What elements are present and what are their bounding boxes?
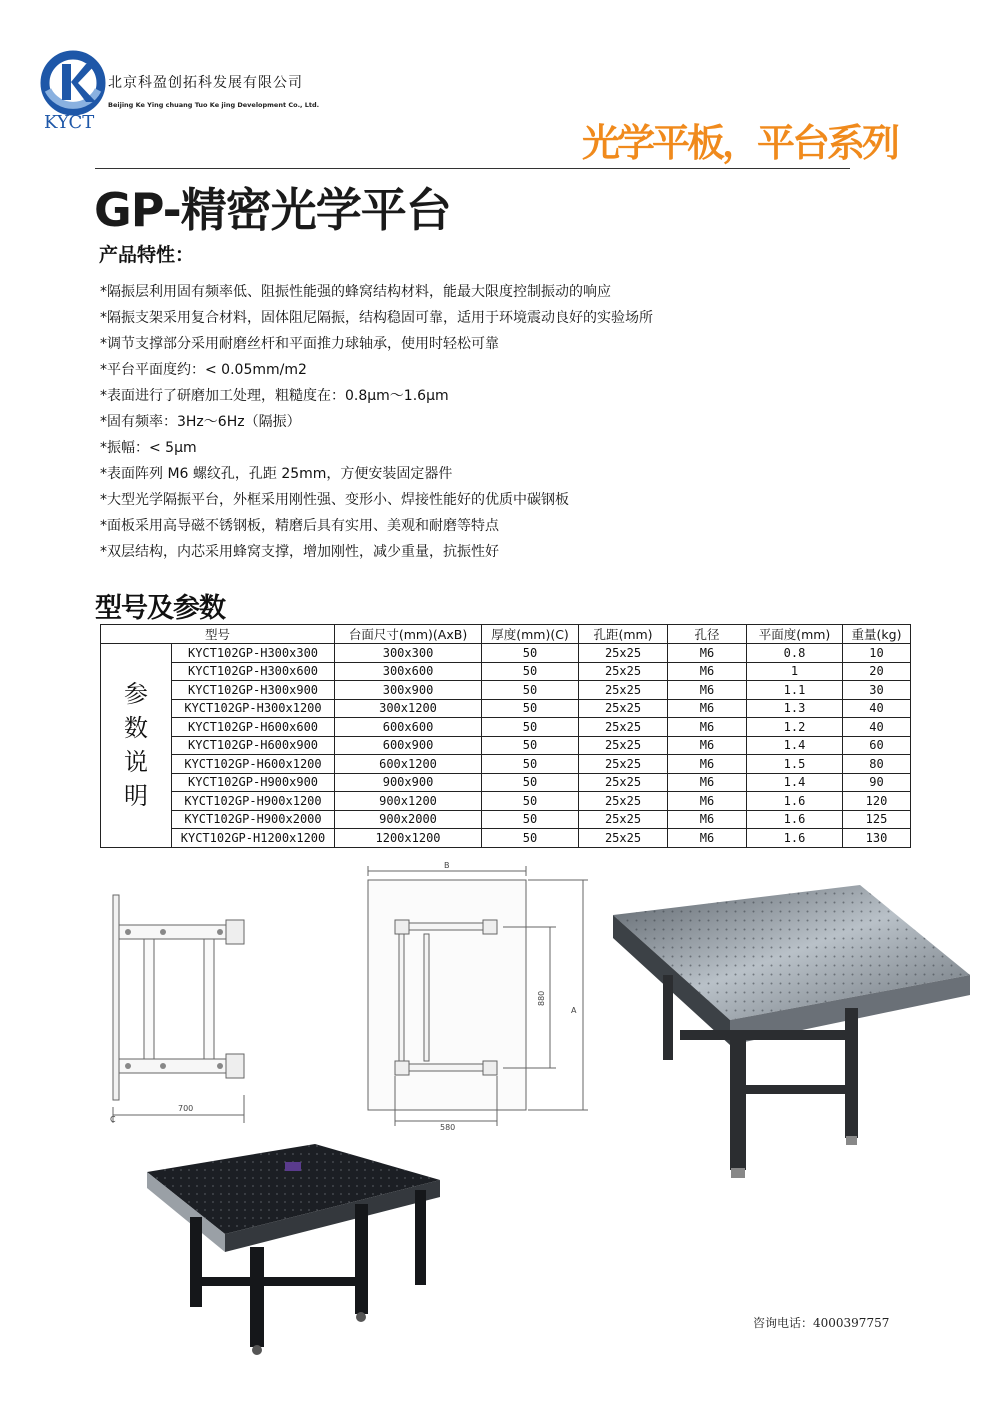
cell-thickness: 50 — [482, 773, 579, 792]
cell-pitch: 25x25 — [579, 699, 668, 718]
side-label-char: 明 — [124, 782, 148, 811]
cell-hole: M6 — [668, 681, 747, 700]
page-title: GP-精密光学平台 — [94, 183, 451, 237]
feature-item: *隔振支架采用复合材料，固体阻尼隔振，结构稳固可靠，适用于环境震动良好的实验场所 — [100, 310, 653, 326]
table-row — [101, 681, 911, 700]
side-label-char: 说 — [124, 748, 148, 777]
header-model: 型号 — [101, 625, 335, 644]
cell-hole: M6 — [668, 718, 747, 737]
cell-flatness: 1 — [747, 662, 843, 681]
cell-hole: M6 — [668, 699, 747, 718]
cell-size: 600x600 — [335, 718, 482, 737]
feature-item: *大型光学隔振平台，外框采用刚性强、变形小、焊接性能好的优质中碳钢板 — [100, 492, 569, 508]
cell-size: 900x1200 — [335, 792, 482, 811]
cell-pitch: 25x25 — [579, 736, 668, 755]
cell-thickness: 50 — [482, 644, 579, 663]
side-label — [101, 644, 172, 848]
cell-hole: M6 — [668, 792, 747, 811]
cell-weight: 10 — [843, 644, 911, 663]
header-thickness: 厚度(mm)(C) — [482, 625, 579, 644]
dim-label-c: C — [110, 1115, 116, 1124]
cell-pitch: 25x25 — [579, 792, 668, 811]
cell-weight: 130 — [843, 829, 911, 848]
cell-size: 600x900 — [335, 736, 482, 755]
cell-size: 300x1200 — [335, 699, 482, 718]
dim-label-side-width: 700 — [178, 1104, 194, 1113]
cell-size: 300x300 — [335, 644, 482, 663]
cell-thickness: 50 — [482, 792, 579, 811]
table-row — [101, 718, 911, 737]
cell-thickness: 50 — [482, 736, 579, 755]
cell-pitch: 25x25 — [579, 718, 668, 737]
optical-table-photo-black — [145, 1142, 445, 1360]
table-heading: 型号及参数 — [95, 593, 225, 624]
feature-item: *隔振层利用固有频率低、阻振性能强的蜂窝结构材料，能最大限度控制振动的响应 — [100, 284, 611, 300]
cell-thickness: 50 — [482, 829, 579, 848]
kyct-logo-icon — [40, 50, 106, 116]
cell-model: KYCT102GP-H900x1200 — [172, 792, 335, 811]
header-pitch: 孔距(mm) — [579, 625, 668, 644]
dim-label-height: 880 — [537, 990, 546, 1006]
header-divider — [95, 168, 850, 169]
parameters-table — [100, 624, 911, 848]
cell-hole: M6 — [668, 829, 747, 848]
cell-model: KYCT102GP-H1200x1200 — [172, 829, 335, 848]
feature-item: *表面进行了研磨加工处理，粗糙度在：0.8μm～1.6μm — [100, 388, 449, 404]
cell-model: KYCT102GP-H600x900 — [172, 736, 335, 755]
cell-model: KYCT102GP-H600x1200 — [172, 755, 335, 774]
cell-size: 300x600 — [335, 662, 482, 681]
cell-model: KYCT102GP-H300x900 — [172, 681, 335, 700]
cell-thickness: 50 — [482, 718, 579, 737]
cell-thickness: 50 — [482, 699, 579, 718]
cell-weight: 30 — [843, 681, 911, 700]
dim-label-top-width: 580 — [440, 1123, 456, 1132]
hotline: 咨询电话：4000397757 — [753, 1316, 890, 1330]
cell-weight: 90 — [843, 773, 911, 792]
side-label-char: 参 — [124, 680, 148, 709]
cell-pitch: 25x25 — [579, 644, 668, 663]
company-name-en: Beijing Ke Ying chuang Tuo Ke jing Development Co., Ltd. — [108, 101, 320, 109]
cell-flatness: 1.3 — [747, 699, 843, 718]
cell-pitch: 25x25 — [579, 755, 668, 774]
features-heading: 产品特性： — [99, 244, 195, 266]
cell-model: KYCT102GP-H300x1200 — [172, 699, 335, 718]
cell-model: KYCT102GP-H300x600 — [172, 662, 335, 681]
top-view-drawing — [358, 858, 598, 1133]
table-row — [101, 644, 911, 663]
cell-thickness: 50 — [482, 810, 579, 829]
cell-model: KYCT102GP-H600x600 — [172, 718, 335, 737]
cell-thickness: 50 — [482, 755, 579, 774]
cell-flatness: 0.8 — [747, 644, 843, 663]
header-weight: 重量(kg) — [843, 625, 911, 644]
feature-item: *双层结构，内芯采用蜂窝支撑，增加刚性，减少重量，抗振性好 — [100, 544, 499, 560]
cell-pitch: 25x25 — [579, 810, 668, 829]
table-row — [101, 810, 911, 829]
cell-weight: 20 — [843, 662, 911, 681]
table-row — [101, 829, 911, 848]
cell-thickness: 50 — [482, 681, 579, 700]
cell-pitch: 25x25 — [579, 773, 668, 792]
cell-model: KYCT102GP-H300x300 — [172, 644, 335, 663]
optical-table-photo-silver — [605, 880, 975, 1185]
cell-hole: M6 — [668, 810, 747, 829]
cell-flatness: 1.4 — [747, 736, 843, 755]
feature-item: *振幅：< 5μm — [100, 440, 197, 456]
cell-pitch: 25x25 — [579, 662, 668, 681]
cell-size: 1200x1200 — [335, 829, 482, 848]
features-list — [100, 282, 653, 568]
cell-pitch: 25x25 — [579, 829, 668, 848]
series-title: 光学平板，平台系列 — [582, 121, 898, 165]
cell-weight: 60 — [843, 736, 911, 755]
company-name-cn: 北京科盈创拓科发展有限公司 — [108, 75, 303, 91]
cell-flatness: 1.2 — [747, 718, 843, 737]
cell-weight: 40 — [843, 718, 911, 737]
cell-flatness: 1.4 — [747, 773, 843, 792]
dim-label-b: B — [444, 861, 450, 870]
table-row — [101, 699, 911, 718]
cell-flatness: 1.6 — [747, 810, 843, 829]
cell-hole: M6 — [668, 773, 747, 792]
feature-item: *表面阵列 M6 螺纹孔，孔距 25mm，方便安装固定器件 — [100, 466, 453, 482]
cell-hole: M6 — [668, 755, 747, 774]
cell-weight: 40 — [843, 699, 911, 718]
feature-item: *面板采用高导磁不锈钢板，精磨后具有实用、美观和耐磨等特点 — [100, 518, 499, 534]
cell-weight: 80 — [843, 755, 911, 774]
cell-hole: M6 — [668, 736, 747, 755]
cell-model: KYCT102GP-H900x900 — [172, 773, 335, 792]
table-row — [101, 755, 911, 774]
cell-size: 600x1200 — [335, 755, 482, 774]
feature-item: *固有频率：3Hz～6Hz（隔振） — [100, 414, 301, 430]
cell-size: 900x2000 — [335, 810, 482, 829]
cell-pitch: 25x25 — [579, 681, 668, 700]
cell-thickness: 50 — [482, 662, 579, 681]
cell-flatness: 1.1 — [747, 681, 843, 700]
feature-item: *平台平面度约：< 0.05mm/m2 — [100, 362, 307, 378]
cell-size: 300x900 — [335, 681, 482, 700]
table-header-row — [101, 625, 911, 644]
cell-size: 900x900 — [335, 773, 482, 792]
cell-hole: M6 — [668, 644, 747, 663]
header-flatness: 平面度(mm) — [747, 625, 843, 644]
logo-text: KYCT — [44, 112, 95, 133]
table-row — [101, 662, 911, 681]
header-hole: 孔径 — [668, 625, 747, 644]
dim-label-a: A — [571, 1006, 577, 1015]
cell-weight: 125 — [843, 810, 911, 829]
cell-flatness: 1.6 — [747, 792, 843, 811]
table-row — [101, 792, 911, 811]
side-view-drawing — [108, 885, 258, 1130]
table-row — [101, 773, 911, 792]
cell-hole: M6 — [668, 662, 747, 681]
table-row — [101, 736, 911, 755]
side-label-char: 数 — [124, 714, 148, 743]
header-size: 台面尺寸(mm)(AxB) — [335, 625, 482, 644]
cell-flatness: 1.5 — [747, 755, 843, 774]
feature-item: *调节支撑部分采用耐磨丝杆和平面推力球轴承，使用时轻松可靠 — [100, 336, 499, 352]
cell-flatness: 1.6 — [747, 829, 843, 848]
cell-model: KYCT102GP-H900x2000 — [172, 810, 335, 829]
cell-weight: 120 — [843, 792, 911, 811]
